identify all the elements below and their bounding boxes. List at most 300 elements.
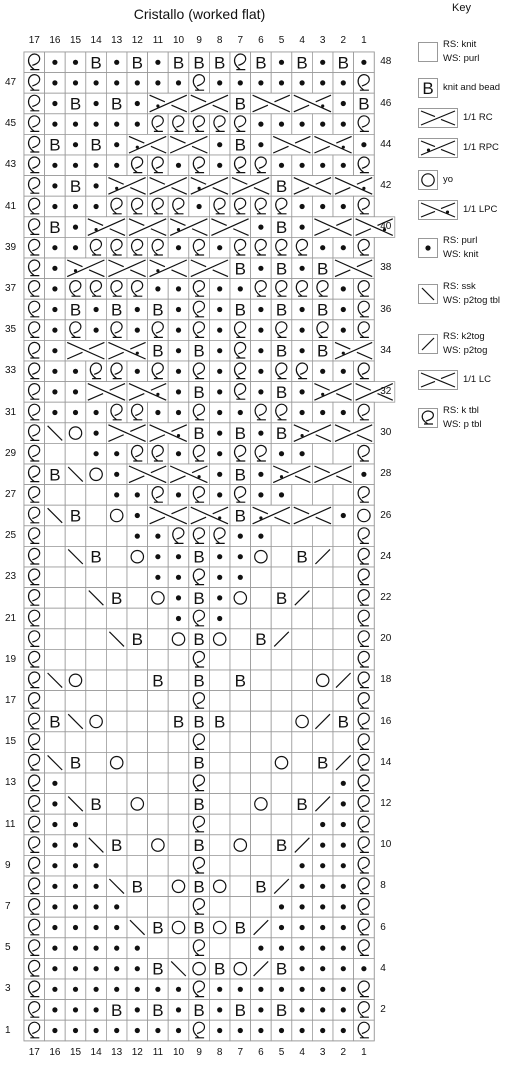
chart-cell xyxy=(230,979,251,1000)
chart-cell xyxy=(209,443,230,464)
chart-cell xyxy=(292,732,313,753)
chart-cell xyxy=(333,237,354,258)
chart-cell xyxy=(230,402,251,423)
chart-cell xyxy=(24,773,45,794)
chart-cell xyxy=(189,155,210,176)
chart-cell xyxy=(271,835,292,856)
chart-cell xyxy=(333,546,354,567)
chart-cell xyxy=(271,526,292,547)
chart-cell xyxy=(354,814,375,835)
svg-text:B: B xyxy=(111,94,123,114)
chart-cell xyxy=(251,629,272,650)
chart-cell xyxy=(86,876,107,897)
chart-cell xyxy=(271,237,292,258)
chart-cell xyxy=(127,485,148,506)
chart-cell xyxy=(230,588,251,609)
chart-cell xyxy=(333,958,354,979)
chart-cell xyxy=(189,752,210,773)
chart-cell xyxy=(209,217,250,238)
chart-cell xyxy=(209,691,230,712)
svg-text:B: B xyxy=(296,547,308,567)
chart-cell xyxy=(354,114,375,135)
column-label: 3 xyxy=(319,35,326,46)
svg-text:B: B xyxy=(422,79,434,97)
chart-cell xyxy=(292,876,313,897)
chart-cell xyxy=(271,361,292,382)
column-label: 15 xyxy=(69,1046,82,1058)
key-item xyxy=(418,200,497,220)
chart-cell xyxy=(24,938,45,959)
chart-cell xyxy=(189,670,210,691)
chart-cell xyxy=(333,773,354,794)
chart-cell xyxy=(189,711,210,732)
chart-cell xyxy=(45,938,66,959)
chart-cell xyxy=(292,938,313,959)
chart-cell xyxy=(209,52,230,73)
chart-cell xyxy=(209,794,230,815)
chart-cell xyxy=(209,546,230,567)
chart-cell xyxy=(333,52,354,73)
chart-cell xyxy=(127,588,148,609)
chart-cell xyxy=(65,134,86,155)
column-label: 3 xyxy=(319,1046,326,1058)
chart-cell xyxy=(251,464,272,485)
chart-cell xyxy=(86,588,107,609)
svg-text:B: B xyxy=(296,53,308,73)
chart-cell xyxy=(45,773,66,794)
chart-cell xyxy=(24,1000,45,1021)
chart-cell xyxy=(45,732,66,753)
chart-cell xyxy=(354,876,375,897)
row-label: 39 xyxy=(5,241,17,253)
chart-cell xyxy=(106,505,127,526)
chart-cell xyxy=(65,773,86,794)
chart-cell xyxy=(86,629,107,650)
chart-cell xyxy=(45,217,66,238)
chart-cell xyxy=(333,897,354,918)
svg-text:B: B xyxy=(193,836,205,856)
chart-cell xyxy=(24,155,45,176)
chart-cell xyxy=(251,876,272,897)
chart-cell xyxy=(148,176,189,197)
chart-cell xyxy=(354,443,375,464)
chart-cell xyxy=(312,917,333,938)
chart-cell xyxy=(230,361,251,382)
svg-text:B: B xyxy=(152,300,164,320)
chart-cell xyxy=(312,340,333,361)
chart-cell xyxy=(312,526,333,547)
chart-cell xyxy=(45,279,66,300)
svg-text:B: B xyxy=(193,424,205,444)
chart-cell xyxy=(65,938,86,959)
chart-cell xyxy=(127,752,148,773)
chart-cell xyxy=(312,299,333,320)
chart-cell xyxy=(354,299,375,320)
chart-cell xyxy=(127,382,168,403)
row-label: 28 xyxy=(380,468,392,480)
chart-cell xyxy=(86,979,107,1000)
chart-cell xyxy=(106,279,127,300)
chart-cell xyxy=(65,361,86,382)
chart-cell xyxy=(292,567,313,588)
chart-cell xyxy=(45,134,66,155)
chart-cell xyxy=(292,382,313,403)
chart-cell xyxy=(24,402,45,423)
chart-cell xyxy=(251,526,272,547)
chart-cell xyxy=(189,649,210,670)
chart-cell xyxy=(333,629,354,650)
chart-cell xyxy=(292,93,333,114)
row-label: 13 xyxy=(5,777,17,789)
chart-cell xyxy=(251,711,272,732)
chart-cell xyxy=(189,320,210,341)
chart-cell xyxy=(209,155,230,176)
chart-cell xyxy=(271,382,292,403)
key-item xyxy=(418,234,478,262)
chart-cell xyxy=(45,402,66,423)
chart-cell xyxy=(45,320,66,341)
chart-cell xyxy=(312,443,333,464)
chart-cell xyxy=(127,114,148,135)
chart-cell xyxy=(106,917,127,938)
column-label: 12 xyxy=(131,35,143,46)
chart-cell xyxy=(333,588,354,609)
chart-cell xyxy=(312,402,333,423)
chart-cell xyxy=(271,649,292,670)
chart-cell xyxy=(333,176,374,197)
chart-cell xyxy=(292,443,313,464)
row-label: 16 xyxy=(380,715,392,727)
chart-cell xyxy=(106,876,127,897)
chart-cell xyxy=(189,423,210,444)
svg-text:B: B xyxy=(111,836,123,856)
chart-cell xyxy=(45,114,66,135)
chart-cell xyxy=(189,526,210,547)
svg-text:B: B xyxy=(275,588,288,608)
chart-cell xyxy=(230,320,251,341)
row-label: 9 xyxy=(5,859,11,871)
chart-cell xyxy=(333,732,354,753)
chart-cell xyxy=(106,196,127,217)
chart-cell xyxy=(209,340,230,361)
chart-cell xyxy=(230,134,251,155)
chart-cell xyxy=(271,979,292,1000)
chart-cell xyxy=(209,608,230,629)
chart-cell xyxy=(251,546,272,567)
chart-cell xyxy=(312,237,333,258)
column-label: 2 xyxy=(340,1046,347,1058)
svg-text:B: B xyxy=(193,53,205,73)
key-item xyxy=(418,78,500,98)
chart-cell xyxy=(209,629,230,650)
row-label: 38 xyxy=(380,262,392,274)
chart-cell xyxy=(230,526,251,547)
chart-cell xyxy=(189,361,210,382)
chart-cell xyxy=(230,794,251,815)
chart-cell xyxy=(271,814,292,835)
chart-cell xyxy=(106,711,127,732)
chart-cell xyxy=(86,155,107,176)
chart-cell xyxy=(24,52,45,73)
chart-cell xyxy=(148,711,169,732)
chart-cell xyxy=(292,52,313,73)
chart-cell xyxy=(189,73,210,94)
chart-cell xyxy=(354,958,375,979)
chart-cell xyxy=(271,588,292,609)
row-label: 33 xyxy=(5,365,17,377)
chart-cell xyxy=(65,732,86,753)
column-label: 9 xyxy=(196,1046,202,1058)
chart-cell xyxy=(86,835,107,856)
chart-cell xyxy=(168,237,189,258)
chart-cell xyxy=(65,670,86,691)
chart-cell xyxy=(148,958,169,979)
chart-cell xyxy=(168,567,189,588)
svg-text:B: B xyxy=(234,94,246,114)
chart-cell xyxy=(148,320,169,341)
chart-cell xyxy=(251,320,272,341)
chart-cell xyxy=(168,752,189,773)
chart-cell xyxy=(292,752,313,773)
chart-cell xyxy=(127,402,148,423)
svg-text:B: B xyxy=(49,218,61,238)
chart-cell xyxy=(65,608,86,629)
column-label: 14 xyxy=(90,1046,102,1058)
svg-text:B: B xyxy=(49,712,61,732)
chart-cell xyxy=(209,711,230,732)
chart-cell xyxy=(354,938,375,959)
chart-cell xyxy=(65,485,86,506)
column-label: 5 xyxy=(278,1046,285,1058)
chart-cell xyxy=(312,608,333,629)
chart-cell xyxy=(230,114,251,135)
chart-cell xyxy=(168,649,189,670)
row-label: 6 xyxy=(380,921,386,933)
chart-cell xyxy=(24,279,45,300)
key-item xyxy=(418,138,499,158)
svg-text:B: B xyxy=(152,1000,164,1020)
chart-cell xyxy=(127,876,148,897)
chart-cell xyxy=(312,979,333,1000)
chart-cell xyxy=(168,691,189,712)
chart-cell xyxy=(45,588,66,609)
chart-cell xyxy=(45,567,66,588)
key-label: RS: k tbl WS: p tbl xyxy=(443,405,482,430)
chart-cell xyxy=(45,835,66,856)
chart-cell xyxy=(168,443,189,464)
chart-cell xyxy=(127,279,148,300)
chart-cell xyxy=(333,73,354,94)
key-symbol-icon xyxy=(418,284,438,304)
svg-text:B: B xyxy=(131,877,143,897)
svg-text:B: B xyxy=(193,1000,205,1020)
chart-cell xyxy=(189,402,210,423)
chart-cell xyxy=(24,114,45,135)
chart-cell xyxy=(106,443,127,464)
chart-cell xyxy=(271,794,292,815)
row-label: 29 xyxy=(5,447,17,459)
chart-cell xyxy=(168,588,189,609)
chart-cell xyxy=(127,814,148,835)
chart-cell xyxy=(251,93,292,114)
chart-cell xyxy=(333,876,354,897)
row-label: 43 xyxy=(5,159,17,171)
row-label: 2 xyxy=(380,1003,386,1015)
chart-cell xyxy=(168,485,189,506)
chart-cell xyxy=(45,608,66,629)
chart-cell xyxy=(106,320,127,341)
chart-cell xyxy=(209,1000,230,1021)
chart-cell xyxy=(24,608,45,629)
chart-title: Cristallo (worked flat) xyxy=(133,6,266,22)
chart-cell xyxy=(168,217,209,238)
chart-cell xyxy=(86,794,107,815)
chart-cell xyxy=(127,691,148,712)
chart-cell xyxy=(127,1000,148,1021)
chart-cell xyxy=(86,176,107,197)
chart-cell xyxy=(106,114,127,135)
chart-cell xyxy=(312,711,333,732)
chart-cell xyxy=(271,443,292,464)
chart-cell xyxy=(45,73,66,94)
chart-cell xyxy=(251,979,272,1000)
chart-cell xyxy=(189,1000,210,1021)
chart-cell xyxy=(354,835,375,856)
chart-cell xyxy=(230,196,251,217)
chart-cell xyxy=(86,134,107,155)
chart-cell xyxy=(24,629,45,650)
chart-cell xyxy=(312,196,333,217)
chart-cell xyxy=(271,752,292,773)
chart-cell xyxy=(24,897,45,918)
chart-cell xyxy=(333,505,354,526)
chart-cell xyxy=(230,711,251,732)
row-label: 36 xyxy=(380,303,392,315)
chart-cell xyxy=(106,402,127,423)
chart-cell xyxy=(127,73,148,94)
chart-cell xyxy=(189,691,210,712)
chart-cell xyxy=(209,196,230,217)
chart-cell xyxy=(312,1000,333,1021)
column-label: 12 xyxy=(131,1046,143,1058)
chart-cell xyxy=(354,485,375,506)
chart-cell xyxy=(106,546,127,567)
key-symbol-icon xyxy=(418,200,458,220)
row-label: 41 xyxy=(5,200,17,212)
chart-cell xyxy=(168,855,189,876)
chart-cell xyxy=(189,794,210,815)
chart-cell xyxy=(86,670,107,691)
chart-cell xyxy=(45,897,66,918)
chart-cell xyxy=(189,917,210,938)
chart-cell xyxy=(24,73,45,94)
chart-cell xyxy=(106,567,127,588)
column-label: 17 xyxy=(28,35,40,46)
chart-cell xyxy=(209,361,230,382)
chart-cell xyxy=(86,52,107,73)
chart-cell xyxy=(168,299,189,320)
chart-cell xyxy=(24,835,45,856)
svg-text:B: B xyxy=(317,341,329,361)
chart-cell xyxy=(292,794,313,815)
chart-cell xyxy=(354,279,375,300)
chart-cell xyxy=(24,258,45,279)
svg-text:B: B xyxy=(69,506,82,526)
chart-cell xyxy=(354,567,375,588)
chart-cell xyxy=(189,876,210,897)
chart-cell xyxy=(209,1020,230,1041)
chart-cell xyxy=(333,299,354,320)
chart-cell xyxy=(354,237,375,258)
chart-cell xyxy=(65,196,86,217)
chart-cell xyxy=(65,1000,86,1021)
chart-cell xyxy=(312,485,333,506)
chart-cell xyxy=(148,608,169,629)
chart-cell xyxy=(45,649,66,670)
chart-cell xyxy=(209,670,230,691)
chart-cell xyxy=(106,52,127,73)
chart-cell xyxy=(45,629,66,650)
chart-cell xyxy=(333,443,354,464)
row-label: 20 xyxy=(380,633,392,645)
chart-cell xyxy=(292,958,313,979)
chart-cell xyxy=(168,1020,189,1041)
column-label: 7 xyxy=(237,35,244,46)
chart-cell xyxy=(65,814,86,835)
chart-cell xyxy=(65,588,86,609)
chart-cell xyxy=(106,691,127,712)
chart-cell xyxy=(230,52,251,73)
chart-cell xyxy=(45,814,66,835)
chart-cell xyxy=(86,423,107,444)
key-symbol-icon xyxy=(418,108,458,128)
chart-cell xyxy=(168,196,189,217)
chart-cell xyxy=(127,773,148,794)
column-label: 5 xyxy=(278,35,285,46)
chart-cell xyxy=(168,958,189,979)
chart-cell xyxy=(230,299,251,320)
chart-cell xyxy=(86,361,107,382)
chart-cell xyxy=(45,917,66,938)
chart-cell xyxy=(251,443,272,464)
chart-cell xyxy=(189,279,210,300)
svg-text:B: B xyxy=(193,918,205,938)
chart-cell xyxy=(251,361,272,382)
chart-cell xyxy=(354,526,375,547)
chart-cell xyxy=(251,279,272,300)
chart-cell xyxy=(251,794,272,815)
chart-cell xyxy=(127,320,148,341)
chart-cell xyxy=(65,320,86,341)
chart-cell xyxy=(209,567,230,588)
chart-cell xyxy=(86,464,107,485)
svg-text:B: B xyxy=(234,1000,246,1020)
chart-cell xyxy=(45,1020,66,1041)
chart-cell xyxy=(127,464,168,485)
chart-cell xyxy=(148,691,169,712)
chart-cell xyxy=(230,814,251,835)
key-label: 1/1 RC xyxy=(463,112,493,123)
chart-cell xyxy=(333,917,354,938)
chart-cell xyxy=(312,958,333,979)
chart-cell xyxy=(230,176,271,197)
chart-cell xyxy=(168,155,189,176)
row-label: 34 xyxy=(380,344,392,356)
chart-cell xyxy=(189,382,210,403)
chart-cell xyxy=(148,279,169,300)
svg-text:B: B xyxy=(90,547,102,567)
svg-text:B: B xyxy=(214,959,226,979)
